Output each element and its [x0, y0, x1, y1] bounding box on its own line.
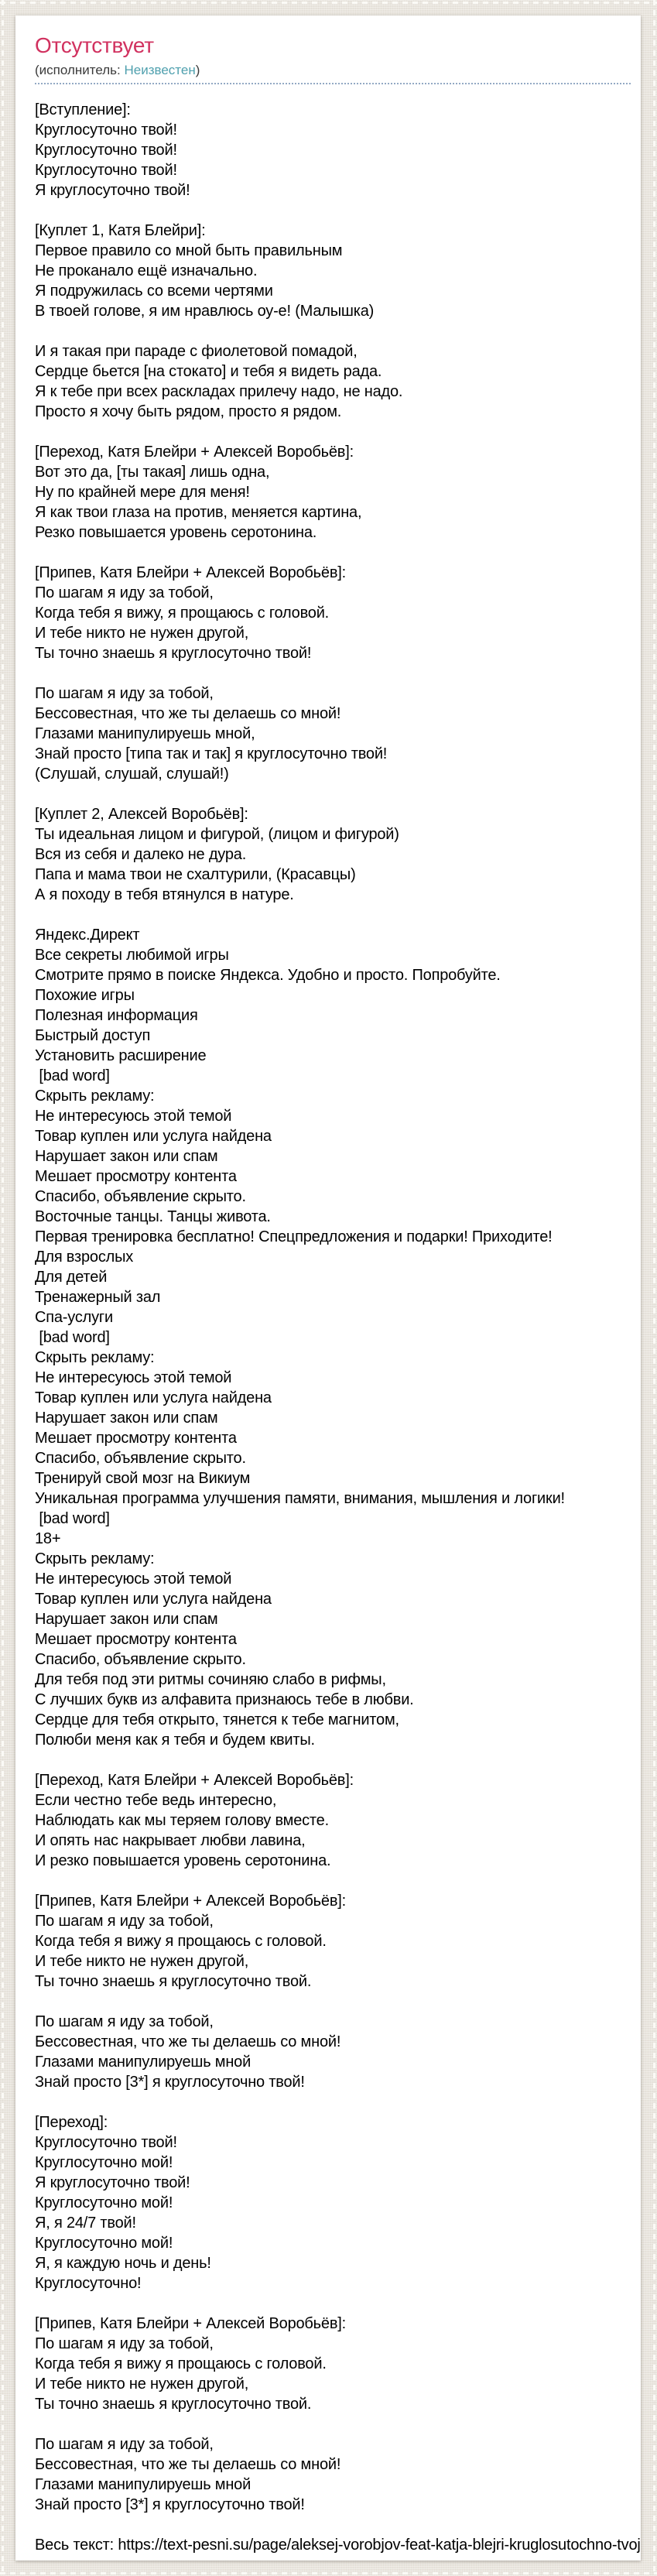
lyrics-line: Глазами манипулируешь мной — [35, 2476, 252, 2493]
lyrics-line: [Припев, Катя Блейри + Алексей Воробьёв]: — [35, 2315, 346, 2332]
lyrics-line: Я круглосуточно твой! — [35, 182, 190, 199]
lyrics-line: [Переход]: — [35, 2114, 108, 2131]
lyrics-line: Глазами манипулируешь мной — [35, 2054, 252, 2071]
lyrics-line: Ты точно знаешь я круглосуточно твой. — [35, 1973, 312, 1990]
lyrics-stanza — [35, 341, 621, 422]
lyrics-line: Ты точно знаешь я круглосуточно твой! — [35, 645, 312, 662]
lyrics-line: Я, я 24/7 твой! — [35, 2215, 136, 2232]
lyrics-line: И опять нас накрывает любви лавина, — [35, 1832, 306, 1849]
lyrics-line: Я как твои глаза на против, меняется картина, — [35, 504, 362, 521]
lyrics-line: Спа-услуги — [35, 1309, 113, 1326]
stitch-border-left — [2, 0, 4, 2576]
lyrics-line: Товар куплен или услуга найдена — [35, 1389, 272, 1406]
lyrics-line: По шагам я иду за тобой, — [35, 1913, 214, 1930]
lyrics-line: Установить расширение — [35, 1047, 207, 1064]
stitch-border-top — [0, 2, 657, 4]
lyrics-line: Когда тебя я вижу я прощаюсь с головой. — [35, 2355, 327, 2372]
artist-link[interactable]: Неизвестен — [124, 63, 196, 77]
lyrics-line: Круглосуточно твой! — [35, 122, 177, 139]
lyrics-line: Сердце бьется [на стокато] и тебя я видеть рада. — [35, 363, 382, 380]
lyrics-line: [Припев, Катя Блейри + Алексей Воробьёв]: — [35, 564, 346, 581]
artist-label: (исполнитель: — [35, 63, 125, 77]
lyrics-line: Вот это да, [ты такая] лишь одна, — [35, 464, 270, 481]
lyrics-line: Наблюдать как мы теряем голову вместе. — [35, 1812, 329, 1829]
lyrics-line: Первое правило со мной быть правильным — [35, 242, 343, 259]
lyrics-line: Круглосуточно твой! — [35, 142, 177, 159]
lyrics-line: Товар куплен или услуга найдена — [35, 1591, 272, 1608]
lyrics-line: Вся из себя и далеко не дура. — [35, 846, 247, 863]
lyrics-line: Знай просто [типа так и так] я круглосуточно твой! — [35, 745, 388, 762]
lyrics-line: Полюби меня как я тебя и будем квиты. — [35, 1732, 315, 1749]
lyrics-line: Не проканало ещё изначально. — [35, 262, 258, 279]
lyrics-line: По шагам я иду за тобой, — [35, 2013, 214, 2030]
lyrics-line: И тебе никто не нужен другой, — [35, 2376, 249, 2393]
lyrics-line: Глазами манипулируешь мной, — [35, 725, 255, 742]
lyrics-line: [Переход, Катя Блейри + Алексей Воробьёв]: — [35, 444, 354, 461]
lyrics-line: Ты точно знаешь я круглосуточно твой. — [35, 2396, 312, 2413]
lyrics-line: Нарушает закон или спам — [35, 1410, 218, 1427]
lyrics-line: Полезная информация — [35, 1007, 198, 1024]
lyrics-line: [bad word] — [35, 1329, 110, 1346]
lyrics-line: По шагам я иду за тобой, — [35, 584, 214, 601]
lyrics-line: Яндекс.Директ — [35, 927, 140, 944]
lyrics-line: Тренируй свой мозг на Викиум — [35, 1470, 251, 1487]
lyrics-line: Бессовестная, что же ты делаешь со мной! — [35, 2033, 341, 2050]
lyrics-stanza — [35, 1891, 621, 1992]
lyrics-card — [15, 15, 641, 2561]
lyrics-line: Ты идеальная лицом и фигурой, (лицом и фигурой) — [35, 826, 399, 843]
lyrics-stanza — [35, 2434, 621, 2515]
lyrics-line: Я подружилась со всеми чертями — [35, 283, 273, 300]
artist-line — [35, 61, 621, 79]
lyrics-line: (Слушай, слушай, слушай!) — [35, 766, 229, 783]
lyrics-line: По шагам я иду за тобой, — [35, 2436, 214, 2453]
stitch-border-right — [653, 0, 655, 2576]
lyrics-line: Нарушает закон или спам — [35, 1611, 218, 1628]
lyrics-line: Ну по крайней мере для меня! — [35, 484, 250, 501]
lyrics-line: [Куплет 2, Алексей Воробьёв]: — [35, 806, 248, 823]
lyrics-line: И тебе никто не нужен другой, — [35, 1953, 249, 1970]
lyrics-line: Круглосуточно! — [35, 2275, 142, 2292]
lyrics-line: Похожие игры — [35, 987, 135, 1004]
lyrics-stanza — [35, 1770, 621, 1871]
lyrics-stanza — [35, 2012, 621, 2092]
dotted-separator — [35, 83, 631, 84]
lyrics-line: Быстрый доступ — [35, 1027, 151, 1044]
lyrics-line: Знай просто [3*] я круглосуточно твой! — [35, 2074, 305, 2091]
lyrics-line: Бессовестная, что же ты делаешь со мной! — [35, 705, 341, 722]
lyrics-line: [bad word] — [35, 1067, 110, 1084]
lyrics-stanza — [35, 804, 621, 905]
lyrics-line: Круглосуточно мой! — [35, 2194, 173, 2211]
lyrics-line: Круглосуточно твой! — [35, 162, 177, 179]
lyrics-line: Если честно тебе ведь интересно, — [35, 1792, 277, 1809]
lyrics-line: Мешает просмотру контента — [35, 1430, 237, 1447]
lyrics-line: Не интересуюсь этой темой — [35, 1571, 232, 1588]
lyrics-line: Когда тебя я вижу, я прощаюсь с головой. — [35, 605, 330, 622]
lyrics-line: Скрыть рекламу: — [35, 1349, 155, 1366]
lyrics-line: Все секреты любимой игры — [35, 947, 229, 964]
lyrics-stanza — [35, 2314, 621, 2414]
lyrics-line: Когда тебя я вижу я прощаюсь с головой. — [35, 1933, 327, 1950]
lyrics-line: Скрыть рекламу: — [35, 1088, 155, 1105]
lyrics-line: Для тебя под эти ритмы сочиняю слабо в рифмы, — [35, 1671, 386, 1688]
lyrics-line: [Припев, Катя Блейри + Алексей Воробьёв]: — [35, 1893, 346, 1910]
lyrics-stanza — [35, 925, 621, 1750]
lyrics-line: Нарушает закон или спам — [35, 1148, 218, 1165]
lyrics-text — [35, 100, 621, 2515]
lyrics-line: [Переход, Катя Блейри + Алексей Воробьёв]: — [35, 1772, 354, 1789]
lyrics-line: В твоей голове, я им нравлюсь оу-е! (Малышка) — [35, 303, 375, 320]
lyrics-line: Товар куплен или услуга найдена — [35, 1128, 272, 1145]
lyrics-line: Спасибо, объявление скрыто. — [35, 1188, 246, 1205]
lyrics-line: Для взрослых — [35, 1249, 134, 1266]
lyrics-line: Спасибо, объявление скрыто. — [35, 1450, 246, 1467]
lyrics-line: Тренажерный зал — [35, 1289, 161, 1306]
stitch-border-bottom — [0, 2572, 657, 2574]
lyrics-line: Круглосуточно мой! — [35, 2154, 173, 2171]
lyrics-stanza — [35, 563, 621, 663]
lyrics-line: С лучших букв из алфавита признаюсь тебе в любви. — [35, 1691, 414, 1708]
lyrics-line: Папа и мама твои не схалтурили, (Красавцы) — [35, 866, 356, 883]
lyrics-line: И резко повышается уровень серотонина. — [35, 1852, 331, 1869]
lyrics-line: Бессовестная, что же ты делаешь со мной! — [35, 2456, 341, 2473]
lyrics-line: Спасибо, объявление скрыто. — [35, 1651, 246, 1668]
lyrics-line: Я круглосуточно твой! — [35, 2174, 190, 2191]
lyrics-line: Мешает просмотру контента — [35, 1168, 237, 1185]
lyrics-line: Просто я хочу быть рядом, просто я рядом. — [35, 403, 342, 420]
lyrics-line: Круглосуточно мой! — [35, 2235, 173, 2252]
lyrics-line: Знай просто [3*] я круглосуточно твой! — [35, 2496, 305, 2513]
lyrics-line: Я к тебе при всех раскладах прилечу надо, не надо. — [35, 383, 403, 400]
lyrics-line: Смотрите прямо в поиске Яндекса. Удобно и просто. Попробуйте. — [35, 967, 501, 984]
lyrics-line: По шагам я иду за тобой, — [35, 2335, 214, 2352]
lyrics-line: Сердце для тебя открыто, тянется к тебе магнитом, — [35, 1711, 399, 1728]
lyrics-stanza — [35, 2112, 621, 2293]
lyrics-line: [Куплет 1, Катя Блейри]: — [35, 222, 206, 239]
lyrics-line: По шагам я иду за тобой, — [35, 685, 214, 702]
lyrics-line: Скрыть рекламу: — [35, 1550, 155, 1567]
lyrics-line: Мешает просмотру контента — [35, 1631, 237, 1648]
page-title: Отсутствует — [35, 33, 154, 57]
lyrics-line: И тебе никто не нужен другой, — [35, 625, 249, 642]
lyrics-line: Круглосуточно твой! — [35, 2134, 177, 2151]
lyrics-stanza — [35, 683, 621, 784]
lyrics-line: [bad word] — [35, 1510, 110, 1527]
lyrics-line: Уникальная программа улучшения памяти, внимания, мышления и логики! — [35, 1490, 565, 1507]
lyrics-line: Не интересуюсь этой темой — [35, 1369, 232, 1386]
lyrics-stanza — [35, 221, 621, 321]
lyrics-line: 18+ — [35, 1530, 61, 1547]
lyrics-line: Я, я каждую ночь и день! — [35, 2255, 211, 2272]
lyrics-line: Для детей — [35, 1269, 108, 1286]
artist-label-close: ) — [195, 63, 200, 77]
lyrics-line: Восточные танцы. Танцы живота. — [35, 1208, 271, 1225]
source-url: https://text-pesni.su/page/aleksej-vorobjov-feat-katja-blejri-kruglosutochno-tvoj — [118, 2537, 641, 2554]
lyrics-stanza — [35, 100, 621, 200]
lyrics-line: А я походу в тебя втянулся в натуре. — [35, 886, 294, 903]
lyrics-line: Первая тренировка бесплатно! Спецпредложения и подарки! Приходите! — [35, 1228, 553, 1245]
lyrics-stanza — [35, 442, 621, 543]
lyrics-line: Не интересуюсь этой темой — [35, 1108, 232, 1125]
lyrics-line: [Вступление]: — [35, 101, 131, 118]
source-link-line — [35, 2535, 641, 2555]
source-label: Весь текст: — [35, 2537, 118, 2554]
lyrics-line: И я такая при параде с фиолетовой помадой, — [35, 343, 358, 360]
lyrics-line: Резко повышается уровень серотонина. — [35, 524, 317, 541]
